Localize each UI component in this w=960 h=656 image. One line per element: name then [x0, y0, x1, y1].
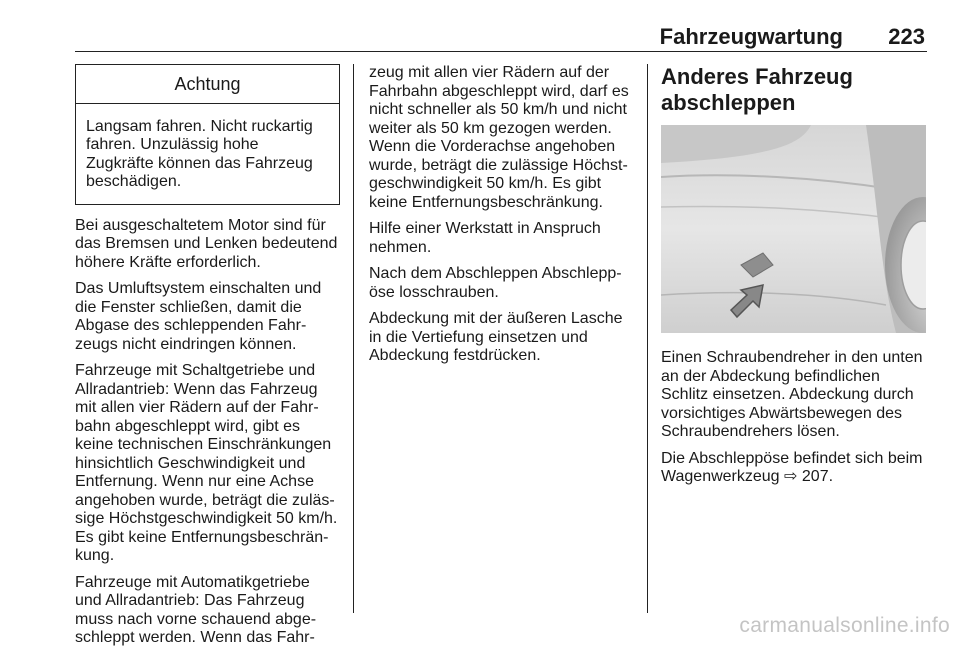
paragraph: Fahrzeuge mit Automatikgetriebe und Allradantrieb: Das Fahrzeug muss nach vorne schauend abgeschleppt werden. Wenn das Fahr- [75, 573, 317, 646]
warning-box [75, 64, 340, 205]
reference-page[interactable]: 207. [801, 468, 834, 485]
paragraph: zeug mit allen vier Rädern auf der Fahrbahn abgeschleppt wird, darf es nicht schneller als 50 km/h und nicht weiter als 50 km gezogen werden. Wenn die Vorderachse angehoben wurde, beträgt die zulässige Höchstgeschwindigkeit 50 km/h. Es gibt keine Entfernungsbeschränkung. [369, 64, 629, 211]
paragraph: Nach dem Abschleppen Abschleppöse losschrauben. [369, 265, 622, 301]
page-header [75, 24, 925, 54]
rear-bumper-towing-eye-illustration [661, 125, 926, 333]
page-number: 223 [888, 24, 925, 49]
column-1 [75, 64, 340, 656]
column-3 [661, 64, 926, 495]
column-2 [369, 64, 634, 374]
column-divider [647, 64, 648, 613]
page-ref-arrow-icon: ⇨ [784, 468, 798, 485]
column-divider [353, 64, 354, 613]
paragraph: Bei ausgeschaltetem Motor sind für das Bremsen und Lenken bedeutend höhere Kräfte erforderlich. [75, 216, 338, 271]
paragraph: Fahrzeuge mit Schaltgetriebe und Allradantrieb: Wenn das Fahrzeug mit allen vier Rädern auf der Fahrbahn abgeschleppt wird, gibt es keine technischen Einschränkungen hinsichtlich Geschwindigkeit und Entfernung. Wenn nur eine Achse angehoben wurde, beträgt die zulässige Höchstgeschwindigkeit 50 km/h. Es gibt keine Entfernungsbeschränkung. [75, 362, 338, 564]
paragraph: Hilfe einer Werkstatt in Anspruch nehmen. [369, 220, 601, 256]
warning-text: Langsam fahren. Nicht ruckartig fahren. Unzulässig hohe Zugkräfte können das Fahrzeug beschädigen. [86, 117, 313, 190]
reference-text: Die Abschleppöse befindet sich beim Wagenwerkzeug [661, 449, 923, 485]
paragraph: Einen Schraubendreher in den unten an der Abdeckung befindlichen Schlitz einsetzen. Abdeckung durch vorsichtiges Abwärtsbewegen des Schraubendrehers lösen. [661, 349, 923, 440]
header-rule [75, 51, 927, 52]
cross-reference [661, 450, 926, 487]
section-title: Anderes Fahrzeug abschleppen [661, 64, 853, 115]
header-title: Fahrzeugwartung [659, 24, 843, 49]
paragraph: Abdeckung mit der äußeren Lasche in die Vertiefung einsetzen und Abdeckung festdrücken. [369, 310, 623, 364]
warning-title: Achtung [76, 65, 339, 104]
paragraph: Das Umluftsystem einschalten und die Fenster schließen, damit die Abgase des schleppenden Fahrzeugs nicht eindringen können. [75, 280, 322, 353]
watermark: carmanualsonline.info [739, 614, 950, 637]
